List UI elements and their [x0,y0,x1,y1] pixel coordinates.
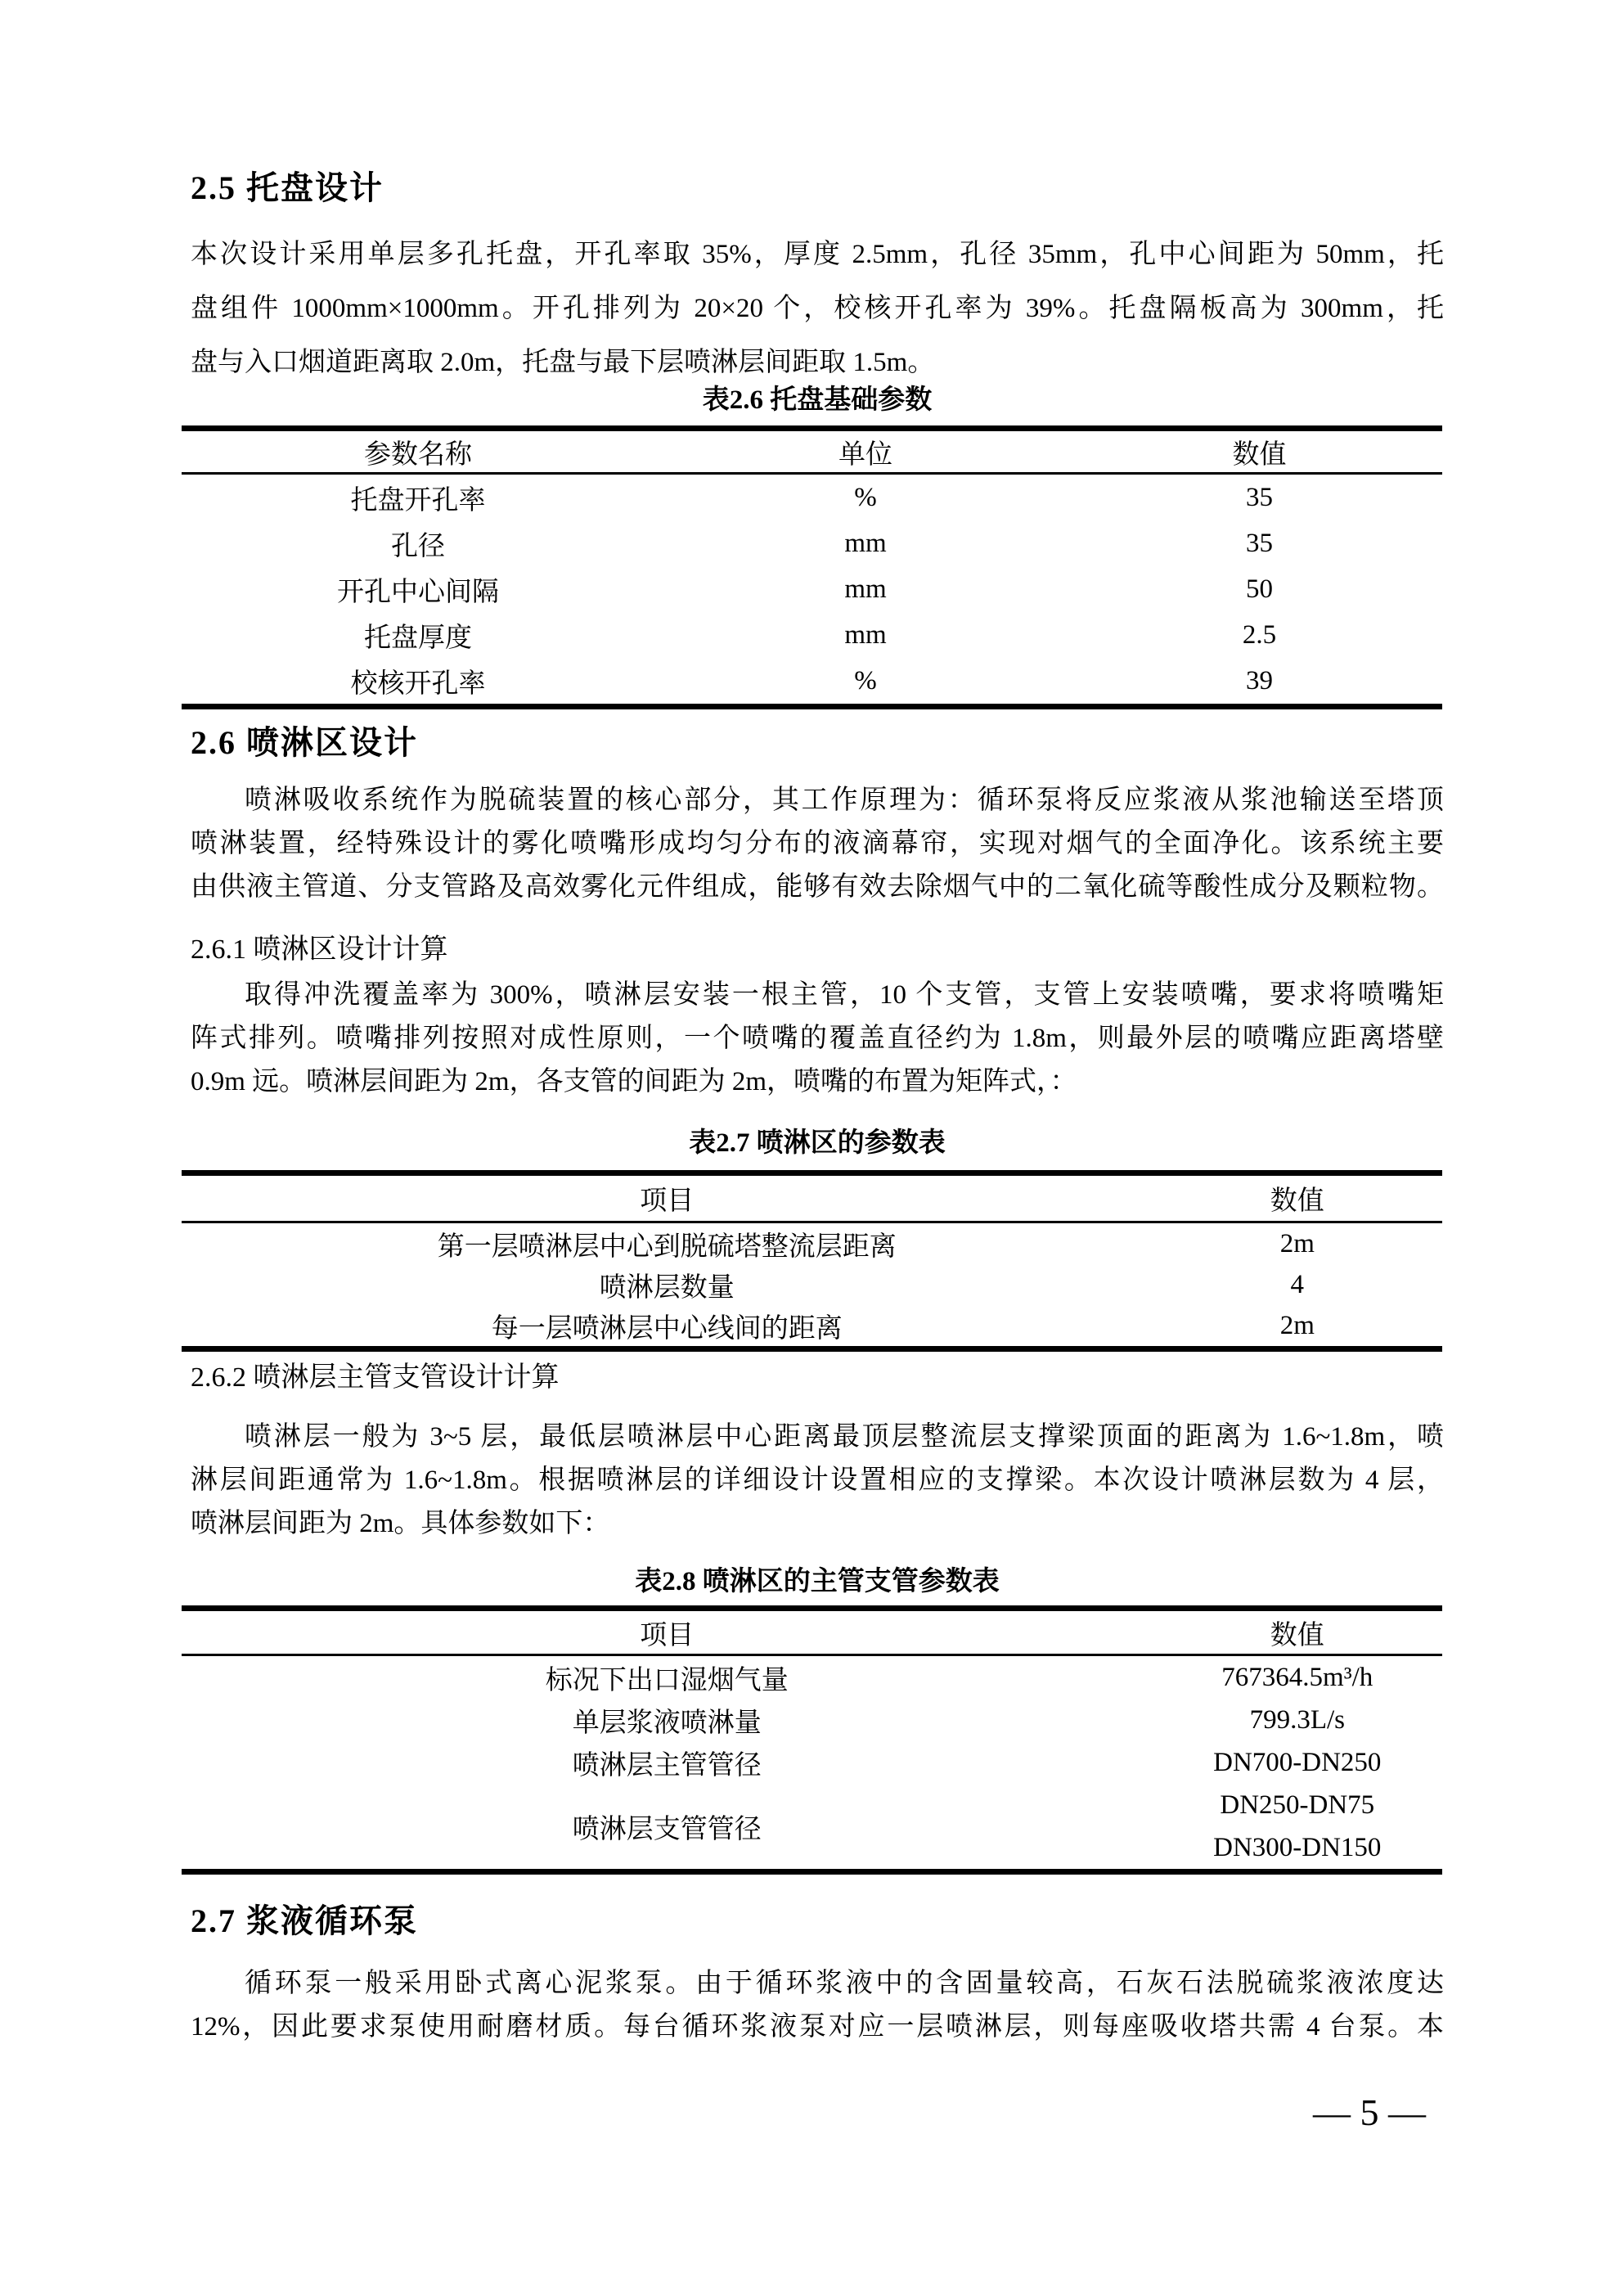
cell-value: 799.3L/s [1249,1704,1345,1735]
column-header-item: 项目 [182,1173,1153,1222]
cell-parameter: 托盘厚度 [363,623,472,653]
text-line: 淋层间距通常为 1.6~1.8m。根据喷淋层的详细设计设置相应的支撑梁。本次设计喷淋层数为 4 层， [191,1465,1444,1495]
table-header-row [182,1609,1442,1655]
cell-value: 2m [1279,1228,1315,1258]
table-row [182,474,1442,521]
cell-value: 50 [1246,574,1274,604]
table-row [182,658,1442,707]
text-line: 本次设计采用单层多孔托盘，开孔率取 35%，厚度 2.5mm，孔径 35mm，孔中心间距为 50mm，托 [191,240,1444,269]
text-line: 0.9m 远。喷淋层间距为 2m，各支管的间距为 2m，喷嘴的布置为矩阵式，： [191,1067,1077,1096]
table-row [182,1655,1442,1699]
subsection-heading-2-6-1: 2.6.1 喷淋区设计计算 [191,934,448,965]
table-2-8 [182,1605,1442,1875]
cell-value: 2m [1279,1310,1315,1340]
cell-item: 单层浆液喷淋量 [572,1708,762,1738]
column-header-value: 数值 [1153,1609,1442,1655]
text-line: 盘组件 1000mm×1000mm。开孔排列为 20×20 个，校核开孔率为 39%。托盘隔板高为 300mm，托 [191,294,1444,323]
table-row [182,612,1442,658]
column-header-unit: 单位 [654,429,1077,474]
text-line: 12%，因此要求泵使用耐磨材质。每台循环浆液泵对应一层喷淋层，则每座吸收塔共需 4 台泵。本 [191,2012,1444,2042]
cell-item: 第一层喷淋层中心到脱硫塔整流层距离 [437,1231,897,1262]
text-line: 喷淋层间距为 2m。具体参数如下： [191,1509,610,1538]
table-2-6-caption: 表2.6 托盘基础参数 [702,385,933,415]
cell-unit: % [854,665,877,696]
text-line: 盘与入口烟道距离取 2.0m，托盘与最下层喷淋层间距取 1.5m。 [191,348,935,377]
text-line: 由供液主管道、分支管路及高效雾化元件组成，能够有效去除烟气中的二氧化硫等酸性成分及颗粒物。 [191,872,1444,902]
table-row [182,1699,1442,1741]
section-heading-2-5: 2.5 托盘设计 [191,169,384,206]
subsection-heading-2-6-2: 2.6.2 喷淋层主管支管设计计算 [191,1362,560,1393]
paragraph-2-6 [191,779,1444,909]
text-line: 循环泵一般采用卧式离心泥浆泵。由于循环浆液中的含固量较高，石灰石法脱硫浆液浓度达 [245,1969,1444,1998]
page-number: — 5 — [1313,2091,1426,2133]
text-line: 喷淋层一般为 3~5 层，最低层喷淋层中心距离最顶层整流层支撑梁顶面的距离为 1.6~1.8m，喷 [245,1422,1444,1452]
table-row [182,1264,1442,1305]
paragraph-2-7 [191,1962,1444,2049]
section-heading-2-7: 2.7 浆液循环泵 [191,1902,418,1939]
table-row [182,1741,1442,1784]
column-header-item: 项目 [182,1609,1153,1655]
cell-item: 标况下出口湿烟气量 [545,1665,789,1695]
cell-value: 39 [1246,665,1274,696]
table-2-7 [182,1170,1442,1352]
cell-unit: mm [844,619,887,650]
table-2-6 [182,425,1442,709]
cell-parameter: 校核开孔率 [350,669,486,699]
column-header-value: 数值 [1153,1173,1442,1222]
paragraph-2-6-2 [191,1416,1444,1546]
table-row [182,520,1442,566]
cell-value: 767364.5m³/h [1221,1662,1373,1692]
cell-value-line: DN250-DN75 [1220,1790,1375,1820]
cell-value [1153,1784,1442,1872]
cell-unit: mm [844,574,887,604]
table-header-row [182,429,1442,474]
cell-value: 35 [1246,528,1274,558]
column-header-parameter: 参数名称 [182,429,654,474]
text-line: 阵式排列。喷嘴排列按照对成性原则，一个喷嘴的覆盖直径约为 1.8m，则最外层的喷嘴应距离塔壁 [191,1024,1444,1053]
cell-item: 喷淋层支管管径 [572,1814,762,1844]
text-line: 喷淋装置，经特殊设计的雾化喷嘴形成均匀分布的液滴幕帘，实现对烟气的全面净化。该系统主要 [191,829,1444,858]
table-row [182,566,1442,612]
cell-item: 喷淋层数量 [599,1272,735,1303]
column-header-value: 数值 [1077,429,1442,474]
cell-value: 35 [1246,482,1274,512]
table-header-row [182,1173,1442,1222]
cell-item: 每一层喷淋层中心线间的距离 [491,1313,843,1344]
cell-value: DN700-DN250 [1213,1747,1382,1777]
cell-item: 喷淋层主管管径 [572,1750,762,1781]
cell-unit: mm [844,528,887,558]
paragraph-2-6-1 [191,974,1444,1104]
text-line: 取得冲洗覆盖率为 300%，喷淋层安装一根主管，10 个支管，支管上安装喷嘴，要求将喷嘴矩 [245,980,1444,1010]
cell-value: 4 [1290,1269,1305,1299]
table-2-8-caption: 表2.8 喷淋区的主管支管参数表 [635,1567,1000,1596]
table-row [182,1305,1442,1349]
cell-unit: % [854,482,877,512]
paragraph-2-5 [191,227,1444,389]
cell-parameter: 开孔中心间隔 [336,577,499,607]
cell-value-line: DN300-DN150 [1213,1833,1382,1862]
table-row [182,1784,1442,1872]
text-line: 喷淋吸收系统作为脱硫装置的核心部分，其工作原理为：循环泵将反应浆液从浆池输送至塔顶 [245,786,1444,815]
cell-parameter: 孔径 [390,531,445,561]
table-2-7-caption: 表2.7 喷淋区的参数表 [689,1128,946,1158]
cell-parameter: 托盘开孔率 [350,485,486,515]
section-heading-2-6: 2.6 喷淋区设计 [191,724,418,761]
cell-value: 2.5 [1242,619,1277,650]
table-row [182,1222,1442,1265]
